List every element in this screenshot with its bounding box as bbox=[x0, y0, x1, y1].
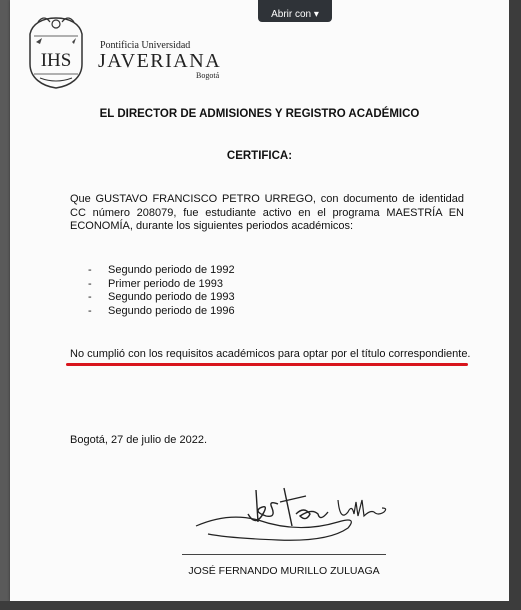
period-2: Primer periodo de 1993 bbox=[108, 277, 223, 290]
signer-name: JOSÉ FERNANDO MURILLO ZULUAGA bbox=[188, 565, 380, 577]
period-1: Segundo periodo de 1992 bbox=[108, 264, 235, 276]
list-item: - Segundo periodo de 1992 bbox=[88, 264, 235, 276]
certificate-body: Que GUSTAVO FRANCISCO PETRO URREGO, con documento de identidad CC número 208079, fue estudiante activo en el programa MAESTRÍA EN ECONOMÍA, durante los siguientes periodos académicos: bbox=[70, 193, 464, 232]
issue-date: Bogotá, 27 de julio de 2022. bbox=[70, 434, 208, 446]
list-item: - Segundo periodo de 1996 bbox=[88, 304, 235, 317]
red-highlight-underline bbox=[66, 363, 468, 366]
signature-line bbox=[182, 554, 386, 555]
handwritten-signature bbox=[188, 482, 408, 552]
university-line1: Pontificia Universidad bbox=[100, 40, 191, 51]
requirements-note: No cumplió con los requisitos académicos para optar por el título correspondiente. bbox=[70, 348, 471, 360]
document-page bbox=[10, 0, 509, 601]
list-item: - Segundo periodo de 1993 bbox=[88, 291, 235, 303]
university-city: Bogotá bbox=[196, 71, 220, 80]
seal-letters: IHS bbox=[40, 50, 72, 71]
certifica-heading: CERTIFICA: bbox=[226, 150, 293, 162]
document-title: EL DIRECTOR DE ADMISIONES Y REGISTRO ACADÉMICO bbox=[99, 108, 420, 120]
open-with-button[interactable]: Abrir con ▾ bbox=[258, 0, 332, 22]
periods-list bbox=[88, 264, 235, 318]
university-line2: JAVERIANA bbox=[98, 50, 222, 72]
list-item: - Primer periodo de 1993 bbox=[88, 277, 223, 290]
right-border bbox=[509, 0, 521, 610]
period-4: Segundo periodo de 1996 bbox=[108, 304, 235, 317]
university-seal-icon bbox=[24, 14, 88, 90]
period-3: Segundo periodo de 1993 bbox=[108, 291, 235, 303]
university-name bbox=[98, 40, 221, 80]
bottom-border bbox=[0, 601, 521, 610]
